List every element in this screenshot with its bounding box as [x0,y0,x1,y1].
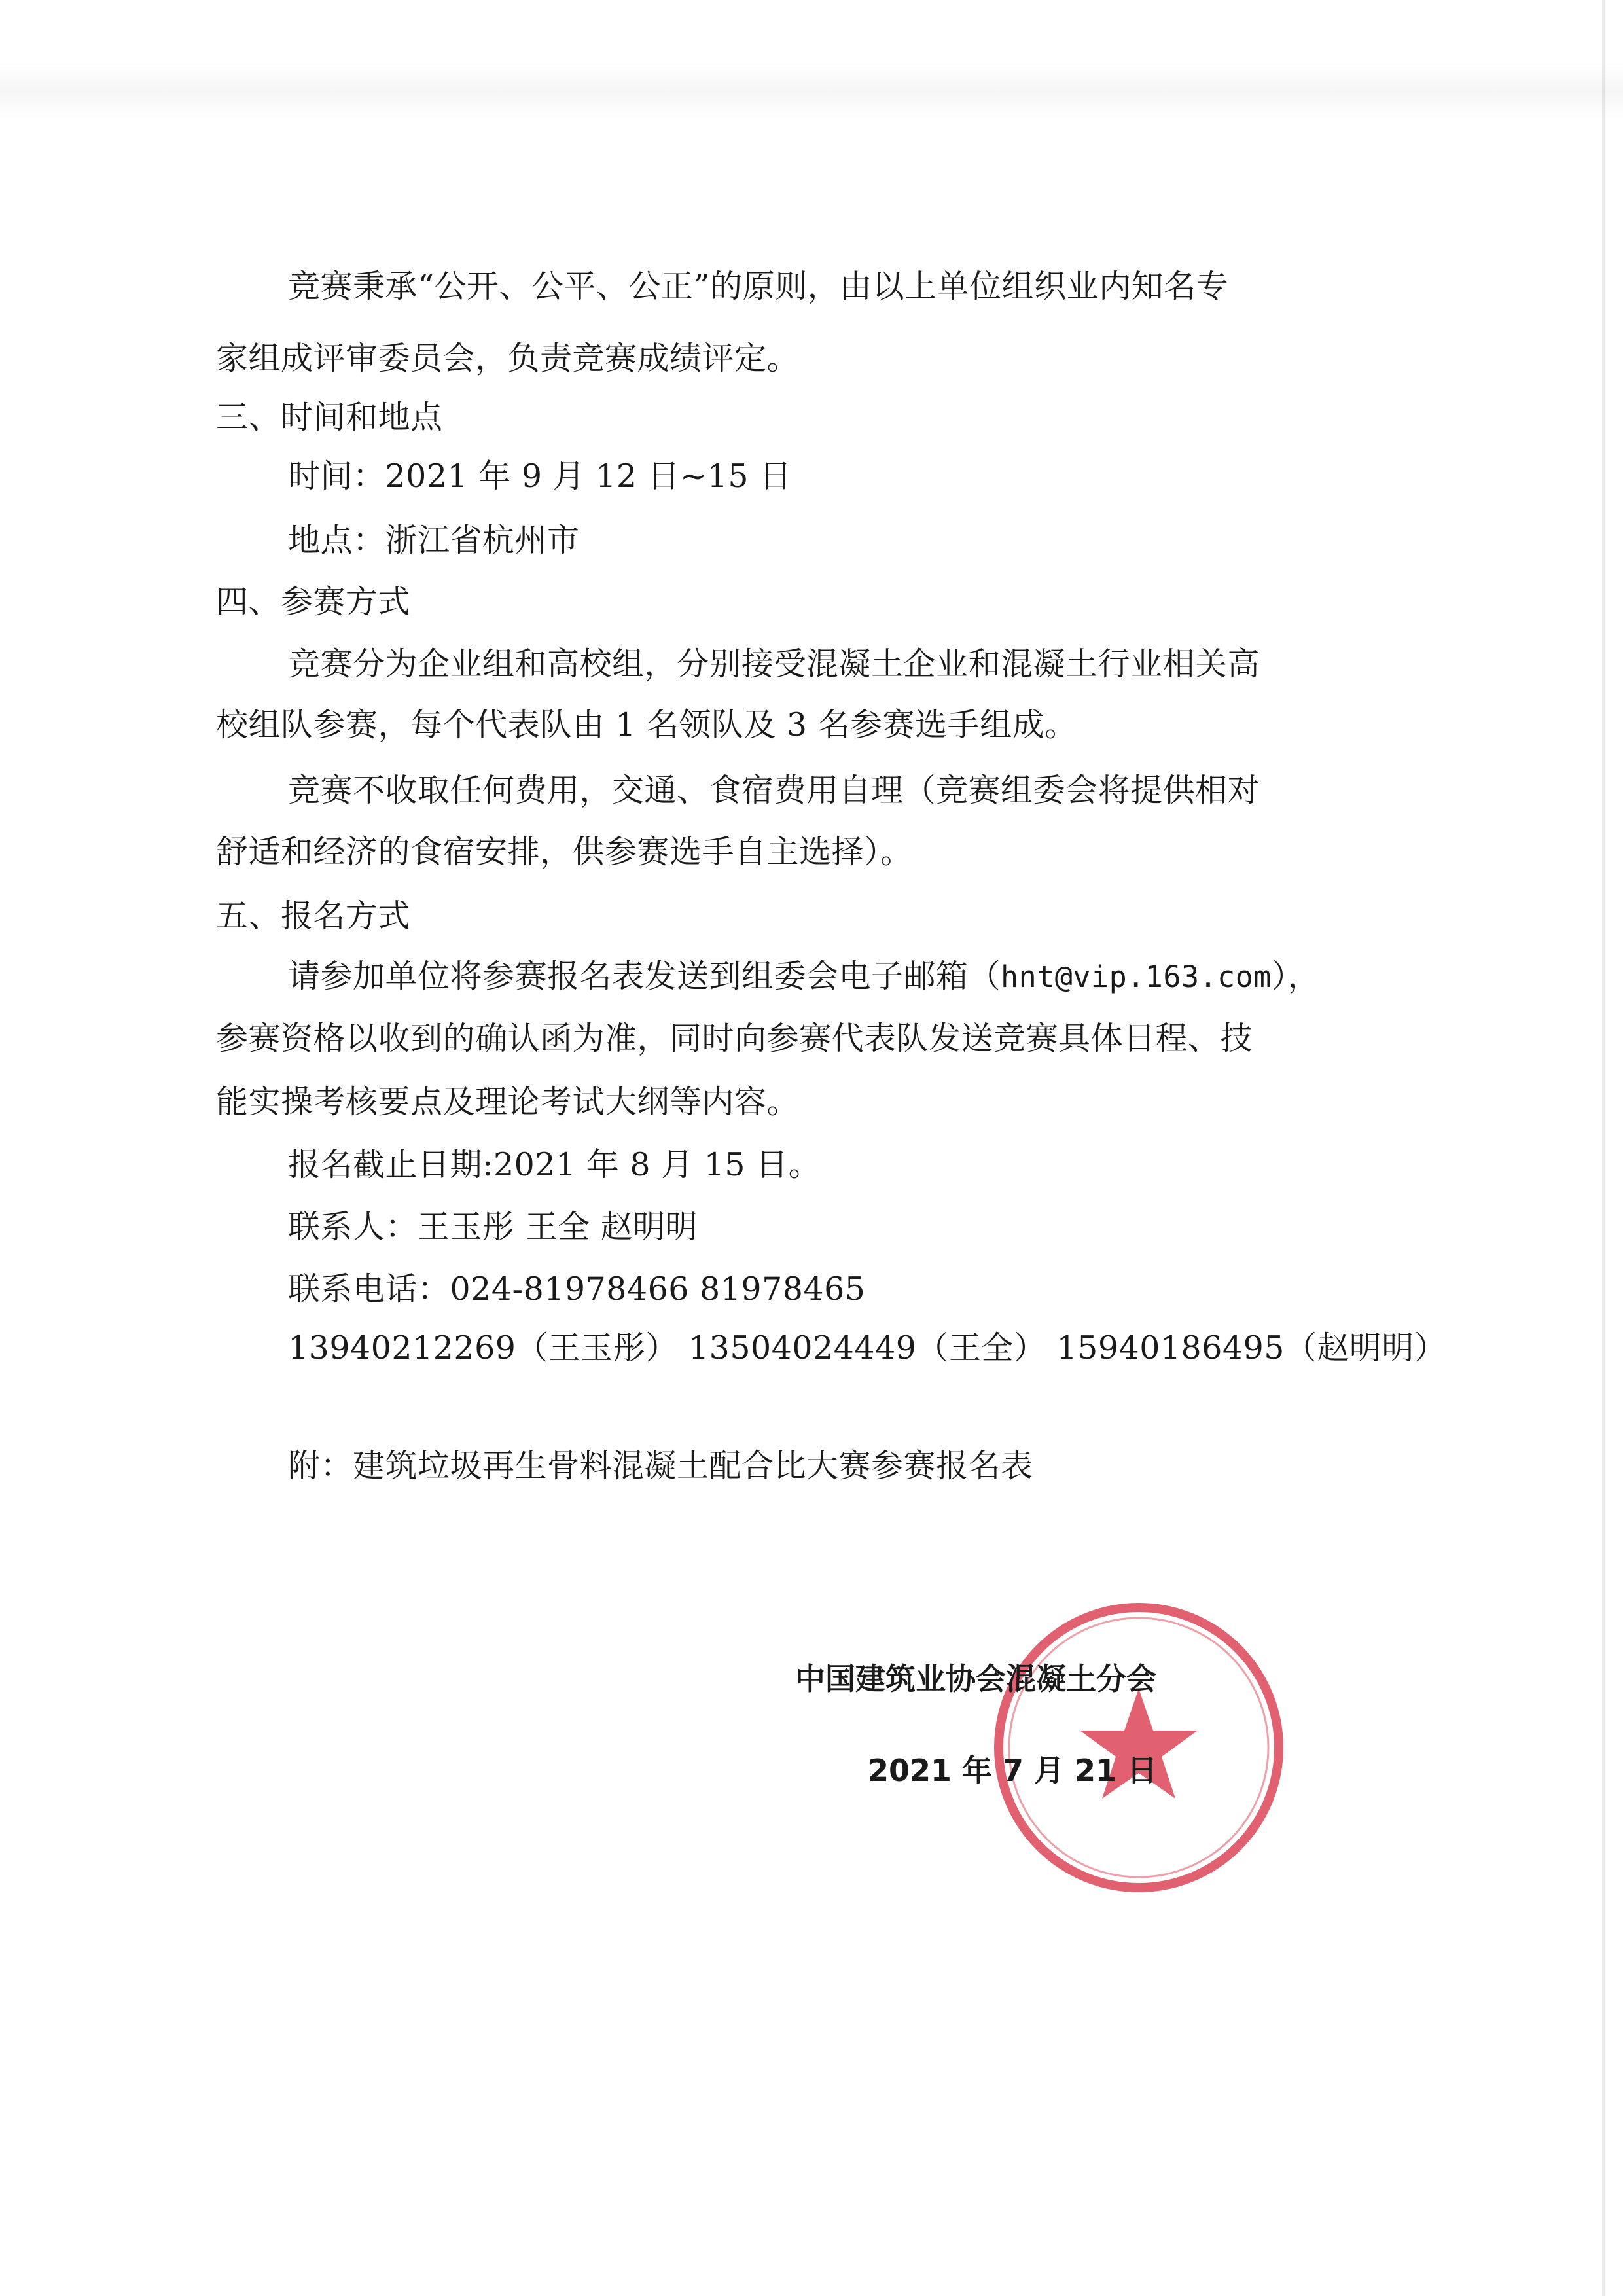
paragraph-line [288,957,1320,997]
paragraph-line: 地点：浙江省杭州市 [288,522,580,559]
scan-edge [1602,0,1605,2296]
paragraph-text: ）， [1271,958,1321,995]
attachment-note: 附：建筑垃圾再生骨料混凝土配合比大赛参赛报名表 [288,1447,1033,1484]
section-heading: 五、报名方式 [216,897,411,935]
scan-shadow [0,62,1623,121]
section-heading: 四、参赛方式 [216,583,411,620]
paragraph-line: 竞赛秉承“公开、公平、公正”的原则，由以上单位组织业内知名专 [288,268,1229,305]
paragraph-line: 时间：2021 年 9 月 12 日~15 日 [288,457,792,495]
paragraph-line: 13940212269（王玉彤） 13504024449（王全） 15940186495（赵明明） [288,1329,1447,1367]
paragraph-line: 报名截止日期:2021 年 8 月 15 日。 [288,1146,821,1183]
paragraph-text: 请参加单位将参赛报名表发送到组委会电子邮箱（ [288,958,1001,995]
paragraph-line: 联系人：王玉彤 王全 赵明明 [288,1208,698,1246]
email-address: hnt@vip.163.com [1001,960,1272,994]
paragraph-line: 竞赛不收取任何费用，交通、食宿费用自理（竞赛组委会将提供相对 [288,772,1260,809]
signature-organization: 中国建筑业协会混凝土分会 [795,1661,1156,1696]
paragraph-line: 校组队参赛，每个代表队由 1 名领队及 3 名参赛选手组成。 [216,706,1077,744]
paragraph-line: 家组成评审委员会，负责竞赛成绩评定。 [216,340,800,377]
section-heading: 三、时间和地点 [216,399,443,436]
paragraph-line: 竞赛分为企业组和高校组，分别接受混凝土企业和混凝土行业相关高 [288,645,1260,683]
official-seal [982,1590,1296,1905]
paragraph-line: 能实操考核要点及理论考试大纲等内容。 [216,1083,800,1121]
paragraph-line: 联系电话：024-81978466 81978465 [288,1270,866,1308]
signature-date: 2021 年 7 月 21 日 [868,1753,1158,1788]
paragraph-line: 舒适和经济的食宿安排，供参赛选手自主选择）。 [216,833,913,870]
paragraph-line: 参赛资格以收到的确认函为准，同时向参赛代表队发送竞赛具体日程、技 [216,1020,1253,1057]
